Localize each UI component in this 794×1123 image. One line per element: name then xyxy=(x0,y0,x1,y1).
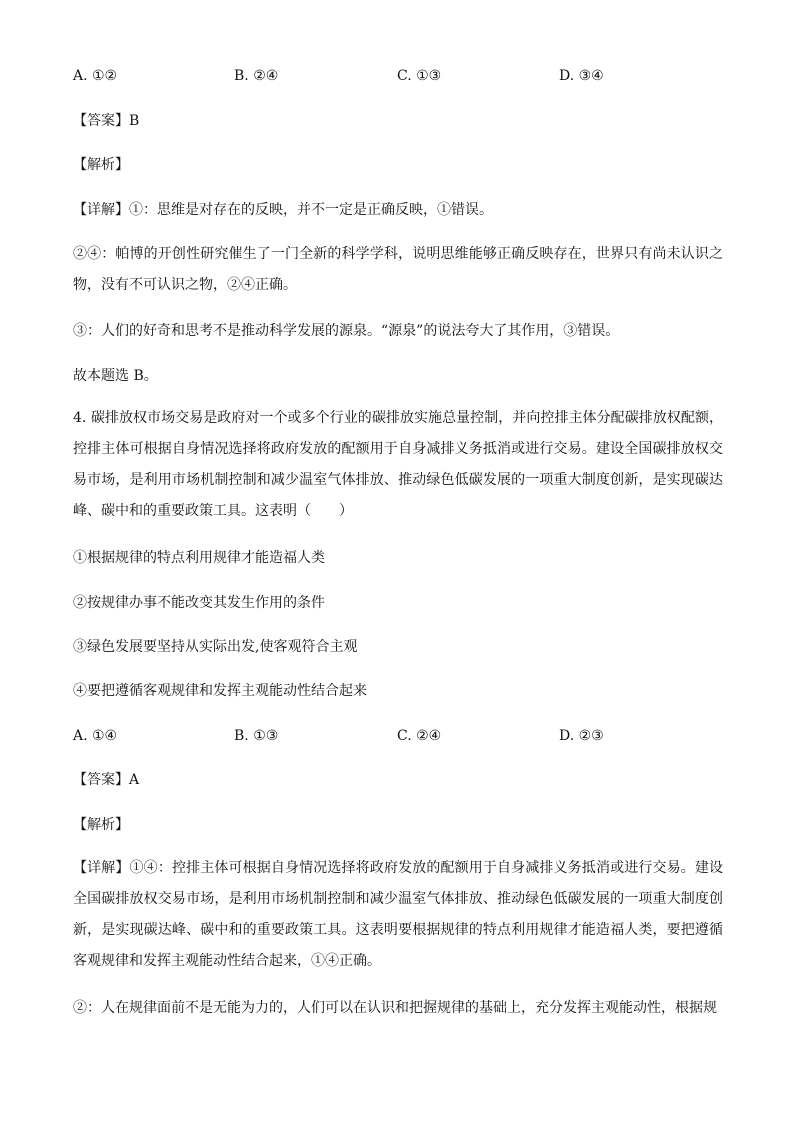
q3-detail-2: ②④：帕博的开创性研究催生了一门全新的科学学科，说明思维能够正确反映存在，世界只有尚未认识之物，没有不可认识之物，②④正确。 xyxy=(73,246,723,293)
q4-statement-3: ③绿色发展要坚持从实际出发,使客观符合主观 xyxy=(73,639,358,655)
q4-detail-2: ②：人在规律面前不是无能为力的，人们可以在认识和把握规律的基础上，充分发挥主观能动性，根据规 xyxy=(73,1000,717,1016)
q4-answer-label: 【答案】 xyxy=(73,772,129,788)
q3-answer-value: B xyxy=(129,113,140,129)
q3-conclusion: 故本题选 B。 xyxy=(73,368,158,384)
q3-answer xyxy=(73,111,139,131)
q4-analysis-label: 【解析】 xyxy=(73,817,129,833)
q4-option-a: A. ①④ xyxy=(73,728,118,744)
q4-option-c: C. ②④ xyxy=(397,728,442,744)
q3-option-d: D. ③④ xyxy=(559,68,604,84)
q4-option-d: D. ②③ xyxy=(559,728,604,744)
q4-detail-label: 【详解】 xyxy=(73,860,130,876)
q3-answer-label: 【答案】 xyxy=(73,113,129,129)
q3-option-c: C. ①③ xyxy=(397,68,442,84)
q4-options-row xyxy=(73,726,723,746)
q4-option-b: B. ①③ xyxy=(234,728,279,744)
q4-statement-2: ②按规律办事不能改变其发生作用的条件 xyxy=(73,595,325,611)
q4-statement-4: ④要把遵循客观规律和发挥主观能动性结合起来 xyxy=(73,683,367,699)
q4-answer xyxy=(73,770,139,790)
q3-detail-3: ③：人们的好奇和思考不是推动科学发展的源泉。“源泉”的说法夸大了其作用，③错误。 xyxy=(73,323,620,339)
q3-detail-label: 【详解】 xyxy=(73,202,129,218)
q4-stem: 4. 碳排放权市场交易是政府对一个或多个行业的碳排放实施总量控制，并向控排主体分配碳排放权配额，控排主体可根据自身情况选择将政府发放的配额用于自身减排义务抵消或进行交易。建设全国碳排放权交易市场，是利用市场机制控制和减少温室气体排放、推动绿色低碳发展的一项重大制度创新，是实现碳达峰、碳中和的重要政策工具。这表明（ ） xyxy=(73,410,723,519)
q3-options-row xyxy=(73,66,723,86)
q3-option-b: B. ②④ xyxy=(234,68,279,84)
q4-statement-1: ①根据规律的特点利用规律才能造福人类 xyxy=(73,550,325,566)
q4-detail-1 xyxy=(73,853,723,977)
q3-analysis-label: 【解析】 xyxy=(73,157,129,173)
q4-answer-value: A xyxy=(129,772,140,788)
q3-detail-1-text: ①：思维是对存在的反映，并不一定是正确反映，①错误。 xyxy=(129,202,493,218)
q4-detail-1-text: ①④：控排主体可根据自身情况选择将政府发放的配额用于自身减排义务抵消或进行交易。建设全国碳排放权交易市场，是利用市场机制控制和减少温室气体排放、推动绿色低碳发展的一项重大制度创新，是实现碳达峰、碳中和的重要政策工具。这表明要根据规律的特点利用规律才能造福人类，要把遵循客观规律和发挥主观能动性结合起来，①④正确。 xyxy=(73,860,724,969)
q3-detail-1 xyxy=(73,200,493,220)
q3-option-a: A. ①② xyxy=(73,68,118,84)
